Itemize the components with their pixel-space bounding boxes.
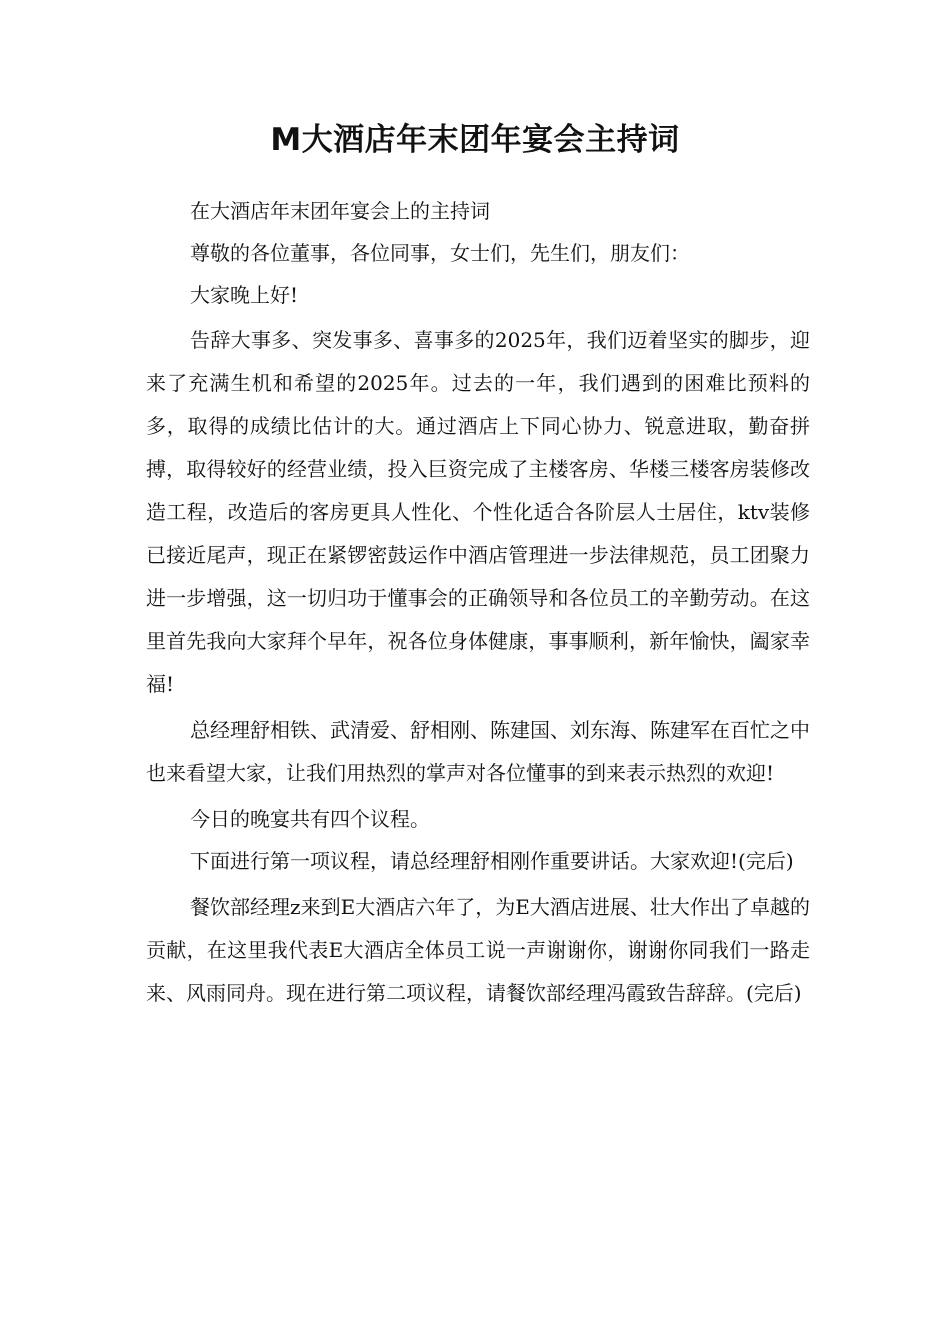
paragraph-agenda: 今日的晚宴共有四个议程。	[190, 807, 430, 831]
paragraph-agenda-item-2: 餐饮部经理z来到E大酒店六年了，为E大酒店进展、壮大作出了卓越的贡献，在这里我代表E大酒店全体员工说一声谢谢你，谢谢你同我们一路走来、风雨同舟。现在进行第二项议程，请餐饮部经理冯霞致告辞辞。(完后)	[146, 895, 810, 1005]
paragraph-year-review: 告辞大事多、突发事多、喜事多的2025年，我们迈着坚实的脚步，迎来了充满生机和希望的2025年。过去的一年，我们遇到的困难比预料的多，取得的成绩比估计的大。通过酒店上下同心协力、锐意进取，勤奋拼搏，取得较好的经营业绩，投入巨资完成了主楼客房、华楼三楼客房装修改造工程，改造后的客房更具人性化、个性化适合各阶层人士居住，ktv装修已接近尾声，现正在紧锣密鼓运作中酒店管理进一步法律规范，员工团聚力进一步增强，这一切归功于懂事会的正确领导和各位员工的辛勤劳动。在这里首先我向大家拜个早年，祝各位身体健康，事事顺利，新年愉快，阖家幸福!	[146, 328, 810, 696]
paragraph-agenda-item-1: 下面进行第一项议程，请总经理舒相刚作重要讲话。大家欢迎!(完后)	[190, 849, 794, 873]
paragraph-subtitle: 在大酒店年末团年宴会上的主持词	[190, 199, 490, 223]
paragraph-greeting: 尊敬的各位董事，各位同事，女士们，先生们，朋友们：	[190, 241, 690, 265]
document-title: M大酒店年末团年宴会主持词	[270, 122, 680, 158]
document-body	[146, 190, 810, 1015]
paragraph-good-evening: 大家晚上好!	[190, 283, 299, 307]
paragraph-welcome-guests: 总经理舒相铁、武清爱、舒相刚、陈建国、刘东海、陈建军在百忙之中也来看望大家，让我们用热烈的掌声对各位懂事的到来表示热烈的欢迎!	[146, 718, 810, 785]
